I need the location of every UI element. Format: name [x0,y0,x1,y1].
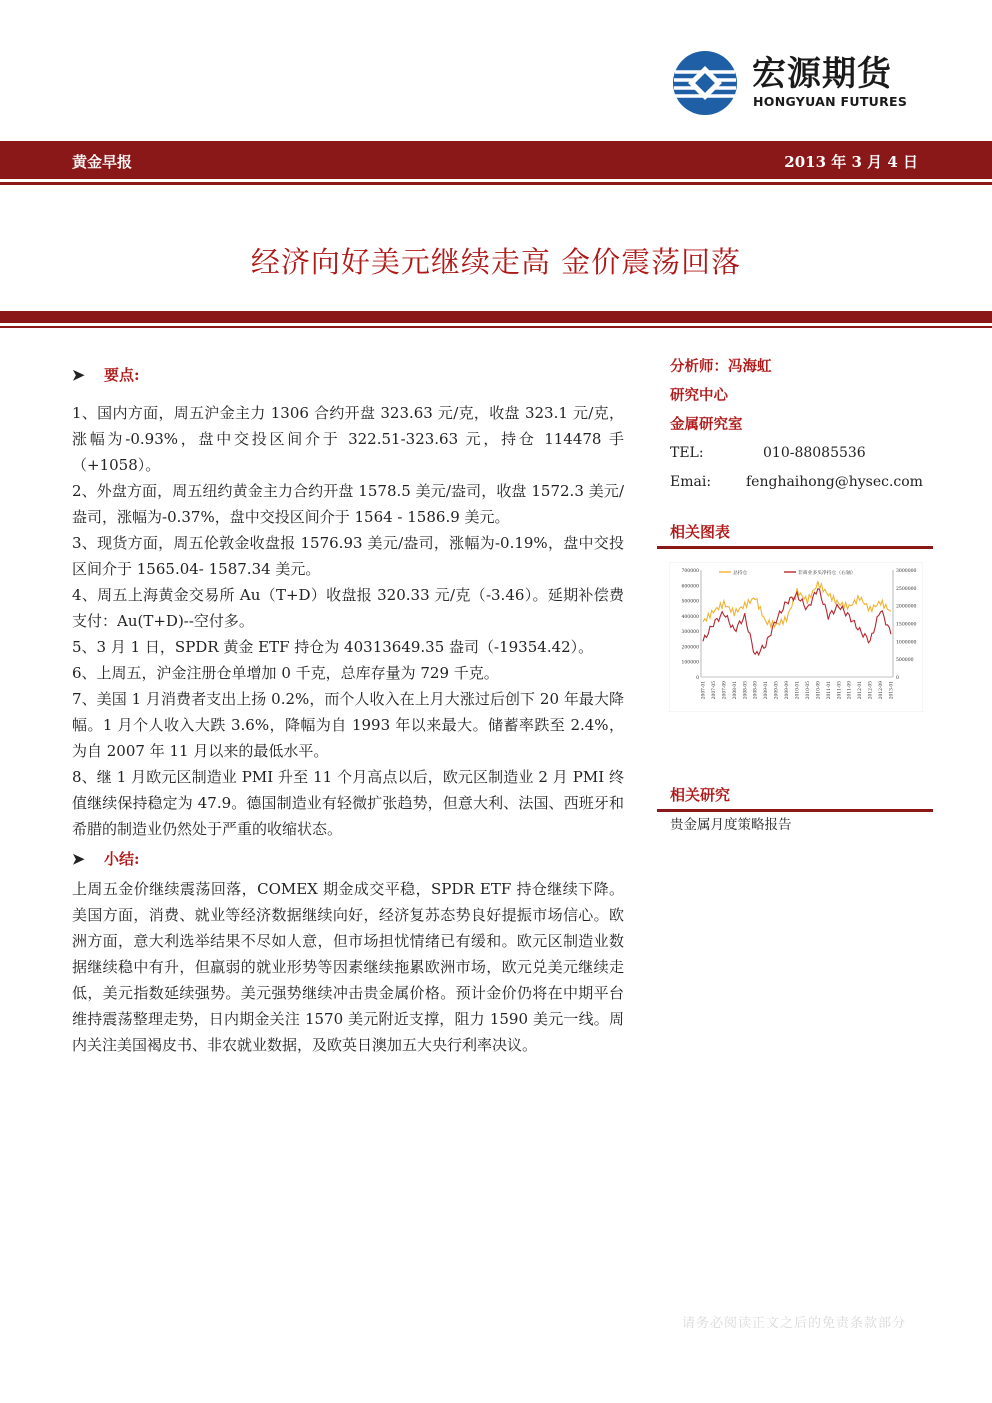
key-point-item: 8、继 1 月欧元区制造业 PMI 升至 11 个月高点以后，欧元区制造业 2 月 PMI 终值继续保持稳定为 47.9。德国制造业有轻微扩张趋势，但意大利、法国、西班牙和希腊的制造业仍然处于严重的收缩状态。 [72,768,624,838]
x-tick-label: 2012-09 [879,681,885,700]
key-point-item: 7、美国 1 月消费者支出上扬 0.2%，而个人收入在上月大涨过后创下 20 年最大降幅。1 月个人收入大跌 3.6%，降幅为自 1993 年以来最大。储蓄率跌至 2.4%，为自 2007 年 11 月以来的最低水平。 [72,690,624,760]
x-tick-label: 2010-01 [795,681,801,700]
title-divider [0,311,992,323]
legend-label: 总持仓 [733,571,748,576]
key-points-heading: ➤ 要点: [72,362,624,392]
x-tick-label: 2008-01 [732,681,738,700]
y-tick-label: 500000 [681,599,699,605]
x-tick-label: 2009-05 [774,681,780,700]
y-tick-label: 300000 [681,630,699,636]
company-logo [672,50,917,116]
y2-tick-label: 1000000 [896,640,917,646]
position-chart [669,562,923,712]
related-research-header [657,781,933,812]
main-content [72,362,624,1058]
x-tick-label: 2008-05 [743,681,749,700]
report-header-bar [0,141,992,179]
tel-value: 010-88085536 [763,445,866,461]
y2-tick-label: 500000 [896,658,914,664]
y-tick-label: 600000 [681,584,699,590]
y2-tick-label: 0 [896,676,899,681]
contact-tel [670,439,932,468]
report-date: 2013 年 3 月 4 日 [784,153,918,171]
x-tick-label: 2011-01 [826,681,832,700]
y-tick-label: 700000 [681,569,699,574]
title-divider-thin [0,326,992,328]
brand-name-en: HONGYUAN FUTURES [753,94,908,109]
analyst-info [670,352,932,497]
related-charts-title: 相关图表 [670,523,731,541]
y-tick-label: 400000 [681,614,699,620]
x-tick-label: 2012-01 [858,681,864,700]
x-tick-label: 2010-09 [816,681,822,700]
y2-tick-label: 2000000 [896,604,917,610]
key-point-item: 6、上周五，沪金注册仓单增加 0 千克，总库存量为 729 千克。 [72,664,499,682]
y-tick-label: 200000 [681,645,699,651]
related-research-title: 相关研究 [670,786,731,804]
sub-department: 金属研究室 [670,416,743,433]
email-label: Emai: [670,474,712,490]
key-point-item: 1、国内方面，周五沪金主力 1306 合约开盘 323.63 元/克，收盘 323.1 元/克，涨幅为-0.93%，盘中交投区间介于 322.51-323.63 元，持仓 114478 手（+1058）。 [72,404,624,474]
divider [0,182,992,185]
arrow-bullet-icon: ➤ [72,366,85,384]
summary-heading: ➤ 小结: [72,846,624,876]
x-tick-label: 2009-09 [785,681,791,700]
x-tick-label: 2013-01 [889,681,895,700]
page-title: 经济向好美元继续走高 金价震荡回落 [250,245,742,279]
x-tick-label: 2011-05 [837,681,843,700]
x-tick-label: 2009-01 [764,681,770,700]
y2-tick-label: 3000000 [896,569,917,574]
key-points-list [72,400,624,842]
arrow-bullet-icon: ➤ [72,850,85,868]
x-tick-label: 2007-05 [711,681,717,700]
contact-email [670,468,932,497]
x-tick-label: 2012-05 [868,681,874,700]
y-tick-label: 100000 [681,660,699,666]
chart-svg [669,562,923,712]
report-type: 黄金早报 [72,153,133,171]
y2-tick-label: 2500000 [896,586,917,592]
research-link[interactable]: 贵金属月度策略报告 [670,817,792,833]
legend-label: 非商业多头净持仓（右轴） [798,571,856,576]
key-point-item: 3、现货方面，周五伦敦金收盘报 1576.93 美元/盎司，涨幅为-0.19%，盘中交投区间介于 1565.04- 1587.34 美元。 [72,534,624,578]
analyst-name: 分析师：冯海虹 [670,358,772,375]
related-charts-header [657,518,933,549]
key-point-item: 5、3 月 1 日，SPDR 黄金 ETF 持仓为 40313649.35 盎司（-19354.42）。 [72,638,594,656]
x-tick-label: 2007-01 [701,681,707,700]
brand-name-cn: 宏源期货 [752,54,892,94]
logo-globe-icon [672,50,738,116]
y2-tick-label: 1500000 [896,622,917,628]
department: 研究中心 [670,387,728,404]
key-point-item: 4、周五上海黄金交易所 Au（T+D）收盘报 320.33 元/克（-3.46）。延期补偿费支付：Au(T+D)--空付多。 [72,586,624,630]
y-tick-label: 0 [696,676,699,681]
x-tick-label: 2011-09 [847,681,853,700]
key-point-item: 2、外盘方面，周五纽约黄金主力合约开盘 1578.5 美元/盎司，收盘 1572.3 美元/盎司，涨幅为-0.37%，盘中交投区间介于 1564 - 1586.9 美元。 [72,482,624,526]
x-tick-label: 2010-05 [805,681,811,700]
summary-paragraph: 上周五金价继续震荡回落，COMEX 期金成交平稳，SPDR ETF 持仓继续下降。美国方面，消费、就业等经济数据继续向好，经济复苏态势良好提振市场信心。欧洲方面，意大利选举结果不尽如人意，但市场担忧情绪已有缓和。欧元区制造业数据继续稳中有升，但羸弱的就业形势等因素继续拖累欧洲市场，欧元兑美元继续走低，美元指数延续强势。美元强势继续冲击贵金属价格。预计金价仍将在中期平台维持震荡整理走势，日内期金关注 1570 美元附近支撑，阻力 1590 美元一线。周内关注美国褐皮书、非农就业数据，及欧英日澳加五大央行利率决议。 [72,880,624,1054]
tel-label: TEL: [670,445,704,461]
x-tick-label: 2007-09 [722,681,728,700]
disclaimer-footer: 请务必阅读正文之后的免责条款部分 [681,1316,906,1331]
x-tick-label: 2008-09 [753,681,759,700]
email-value: fenghaihong@hysec.com [746,474,923,490]
